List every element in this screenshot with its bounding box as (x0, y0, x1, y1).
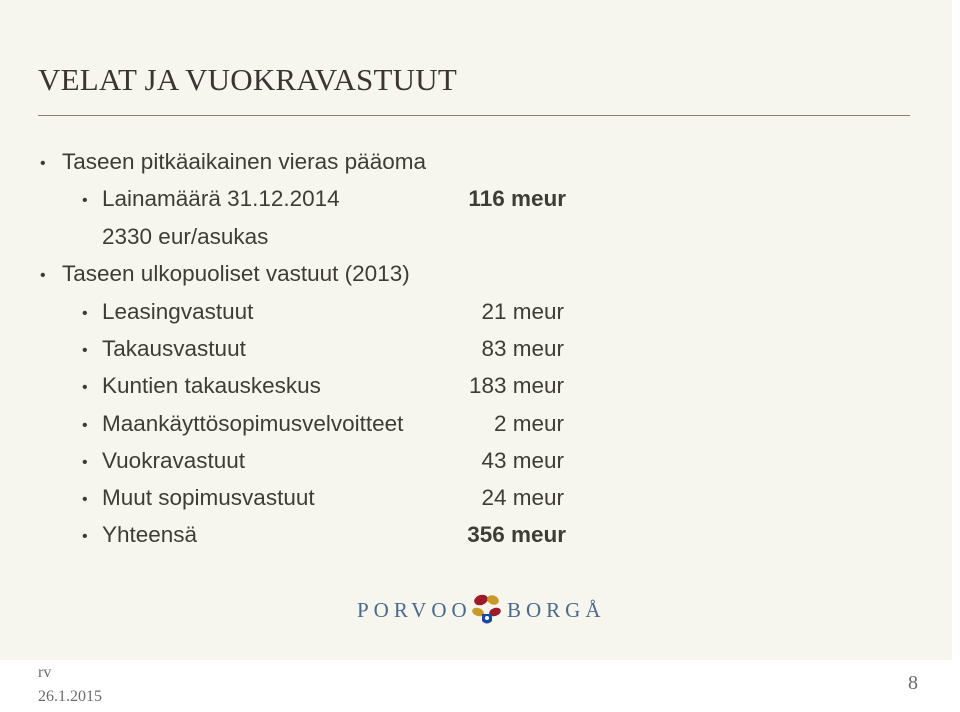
list-item-value: 43 meur (481, 448, 564, 473)
list-item-label: Taseen pitkäaikainen vieras pääoma (62, 149, 426, 174)
list-item-label: Takausvastuut (102, 336, 246, 361)
list-item-value: 183 meur (468, 373, 564, 398)
footer-author: rv (38, 664, 52, 681)
bullet-icon: • (82, 417, 88, 434)
list-item-label: Leasingvastuut (102, 299, 254, 324)
porvoo-emblem-icon (468, 590, 506, 628)
list-item-value: 24 meur (481, 485, 564, 510)
list-item-label: Kuntien takauskeskus (102, 373, 321, 398)
slide-title: VELAT JA VUOKRAVASTUUT (38, 62, 457, 97)
list-item-value: 116 meur (468, 186, 566, 211)
list-item-label: 2330 eur/asukas (102, 224, 269, 249)
title-divider (38, 115, 910, 116)
page-number: 8 (908, 672, 918, 694)
list-item-label: Vuokravastuut (102, 448, 245, 473)
bullet-icon: • (82, 379, 88, 396)
footer-bar (0, 660, 960, 712)
list-item-value: 21 meur (481, 299, 564, 324)
logo-borga-text: BORGÅ (507, 598, 606, 622)
list-item-label: Muut sopimusvastuut (102, 485, 315, 510)
list-item-label: Yhteensä (102, 522, 198, 547)
bullet-icon: • (40, 155, 46, 172)
bullet-icon: • (82, 305, 88, 322)
list-item-label: Maankäyttösopimusvelvoitteet (102, 411, 404, 436)
footer-date: 26.1.2015 (38, 688, 102, 705)
list-item-value: 356 meur (467, 522, 566, 547)
bullet-icon: • (82, 528, 88, 545)
list-item-label: Lainamäärä 31.12.2014 (102, 186, 340, 211)
bullet-icon: • (82, 491, 88, 508)
bullet-icon: • (82, 192, 88, 209)
list-item-value: 2 meur (493, 411, 564, 436)
bullet-icon: • (40, 267, 46, 284)
list-item-value: 83 meur (481, 336, 564, 361)
bullet-icon: • (82, 342, 88, 359)
bullet-icon: • (82, 454, 88, 471)
list-item-label: Taseen ulkopuoliset vastuut (2013) (62, 261, 410, 286)
logo-porvoo-text: PORVOO (357, 598, 472, 622)
